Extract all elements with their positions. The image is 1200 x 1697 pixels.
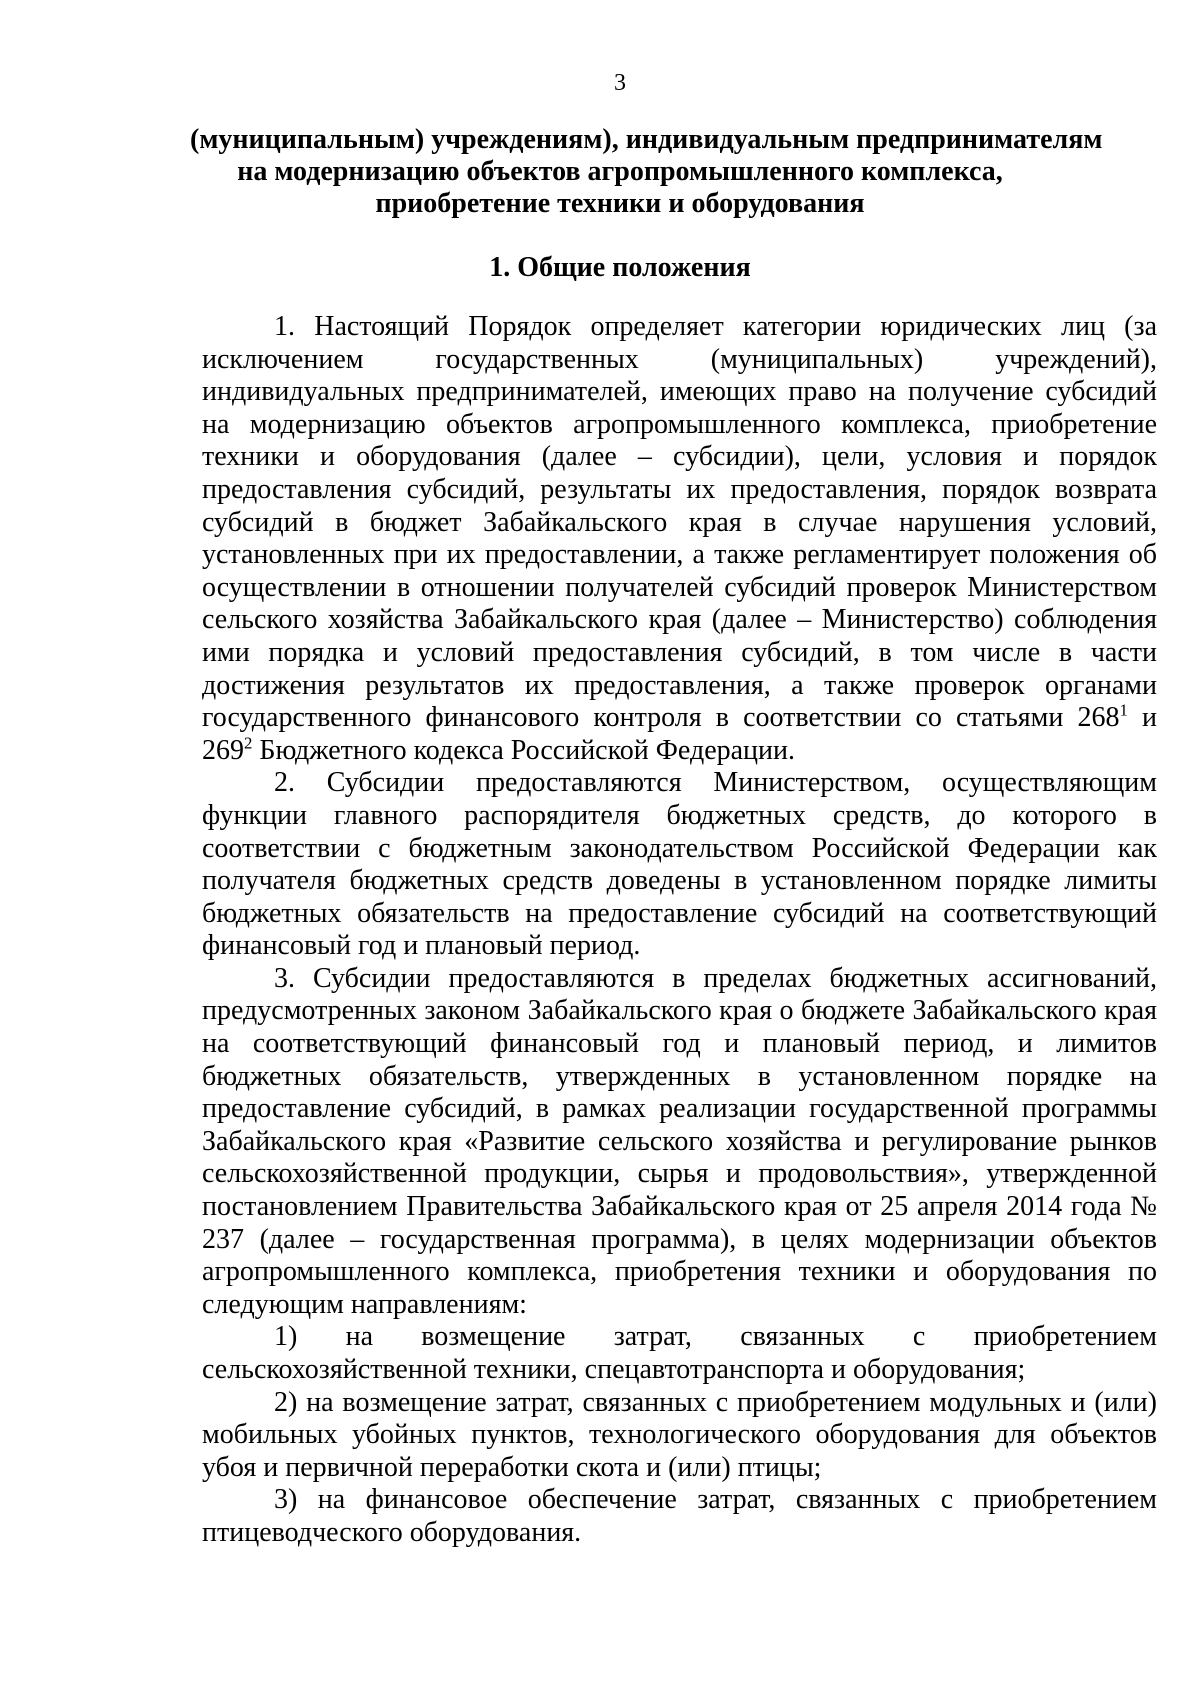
- paragraph-3: 3. Субсидии предоставляются в пределах бюджетных ассигнований, предусмотренных законом Забайкальского края о бюджете Забайкальского края на соответствующий финансовый год и плановый период, и лимитов бюджетных обязательств, утвержденных в установленном порядке на предоставление субсидий, в рамках реализации государственной программы Забайкальского края «Развитие сельского хозяйства и регулирование рынков сельскохозяйственной продукции, сырья и продовольствия», утвержденной постановлением Правительства Забайкальского края от 25 апреля 2014 года № 237 (далее – государственная программа), в целях модернизации объектов агропромышленного комплекса, приобретения техники и оборудования по следующим направлениям:: [202, 962, 1157, 1320]
- title-line: приобретение техники и оборудования: [375, 188, 865, 219]
- page-number: 3: [614, 70, 626, 96]
- paragraph-1-text: 1. Настоящий Порядок определяет категории юридических лиц (за исключением государственных (муниципальных) учреждений), индивидуальных предпринимателей, имеющих право на получение субсидий на модернизацию объектов агропромышленного комплекса, приобретение техники и оборудования (далее – субсидии), цели, условия и порядок предоставления субсидий, результаты их предоставления, порядок возврата субсидий в бюджет Забайкальского края в случае нарушения условий, установленных при их предоставлении, а также регламентирует положения об осуществлении в отношении получателей субсидий проверок Министерством сельского хозяйства Забайкальского края (далее – Министерство) соблюдения ими порядка и условий предоставления субсидий, в том числе в части достижения результатов их предоставления, а также проверок органами государственного финансового контроля в соответствии со статьями 268: [202, 311, 1157, 734]
- title-line: на модернизацию объектов агропромышленного комплекса,: [237, 156, 1003, 187]
- section-heading: 1. Общие положения: [489, 252, 751, 283]
- superscript: 2: [244, 733, 253, 753]
- paragraph-1-text: и 269: [202, 702, 1157, 766]
- list-item-3: 3) на финансовое обеспечение затрат, связанных с приобретением птицеводческого оборудования.: [202, 1484, 1157, 1548]
- list-item-2: 2) на возмещение затрат, связанных с приобретением модульных и (или) мобильных убойных пунктов, технологического оборудования для объектов убоя и первичной переработки скота и (или) птицы;: [202, 1386, 1157, 1483]
- title-line: (муниципальным) учреждениям), индивидуальным предпринимателям: [190, 124, 1103, 155]
- document-title: [190, 124, 1103, 220]
- list-item-1: 1) на возмещение затрат, связанных с приобретением сельскохозяйственной техники, спецавтотранспорта и оборудования;: [202, 1321, 1157, 1385]
- body-text: [202, 311, 1157, 1550]
- paragraph-2: 2. Субсидии предоставляются Министерством, осуществляющим функции главного распорядителя бюджетных средств, до которого в соответствии с бюджетным законодательством Российской Федерации как получателя бюджетных средств доведены в установленном порядке лимиты бюджетных обязательств на предоставление субсидий на соответствующий финансовый год и плановый период.: [202, 767, 1157, 962]
- paragraph-1-text: Бюджетного кодекса Российской Федерации.: [252, 734, 795, 766]
- paragraph-1: [202, 311, 1157, 767]
- superscript: 1: [1119, 700, 1128, 720]
